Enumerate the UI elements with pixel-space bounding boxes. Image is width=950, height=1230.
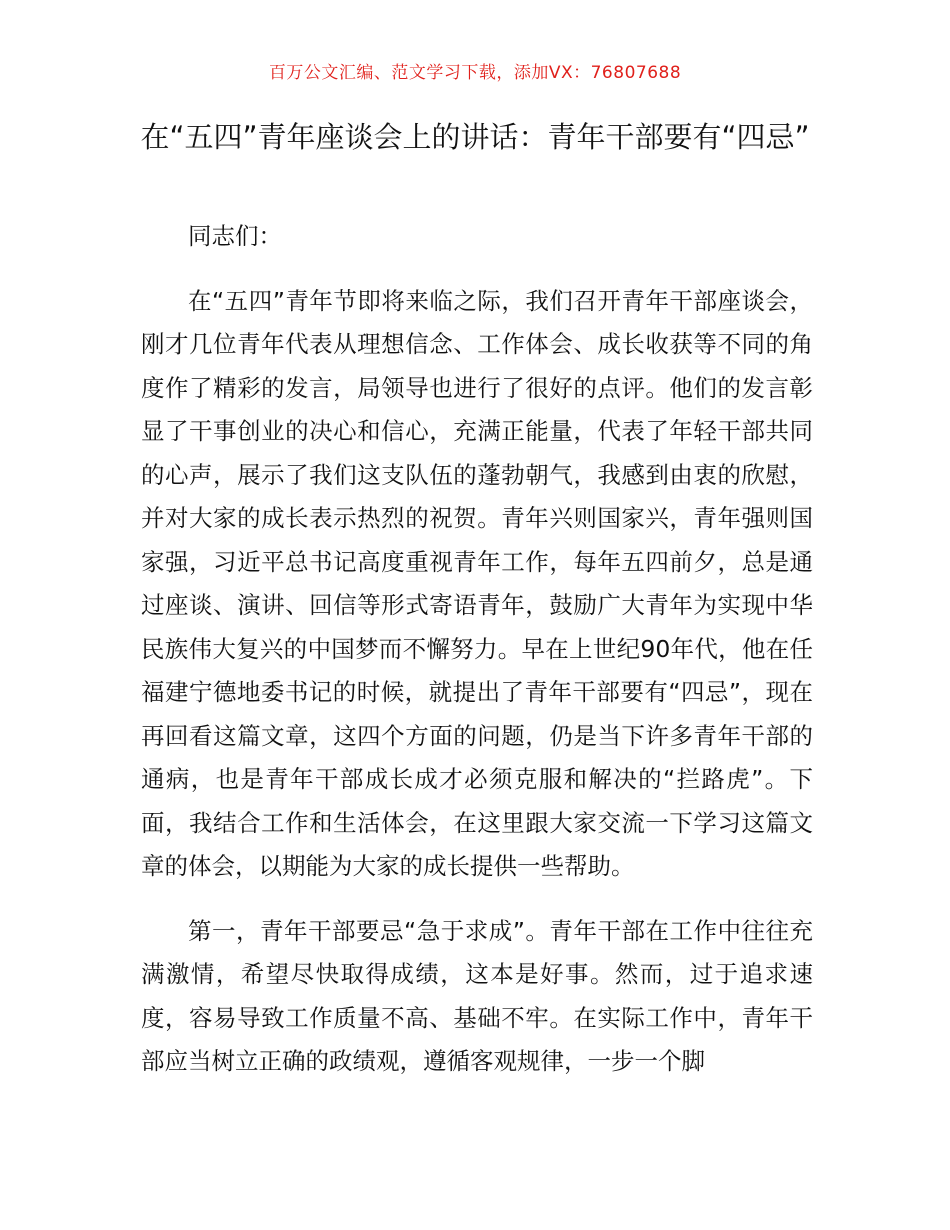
paragraph-first-point: 第一，青年干部要忌“急于求成”。青年干部在工作中往往充满激情，希望尽快取得成绩，这本是好事。然而，过于追求速度，容易导致工作质量不高、基础不牢。在实际工作中，青年干部应当树立正确的政绩观，遵循客观规律，一步一个脚 [141,916,813,1075]
header-promo-note: 百万公文汇编、范文学习下载，添加VX：76807688 [268,63,682,83]
salutation: 同志们： [188,222,282,250]
document-body [141,215,813,1105]
paragraph-intro: 在“五四”青年节即将来临之际，我们召开青年干部座谈会，刚才几位青年代表从理想信念、工作体会、成长收获等不同的角度作了精彩的发言，局领导也进行了很好的点评。他们的发言彰显了干事创业的决心和信心，充满正能量，代表了年轻干部共同的心声，展示了我们这支队伍的蓬勃朝气，我感到由衷的欣慰，并对大家的成长表示热烈的祝贺。青年兴则国家兴，青年强则国家强，习近平总书记高度重视青年工作，每年五四前夕，总是通过座谈、演讲、回信等形式寄语青年，鼓励广大青年为实现中华民族伟大复兴的中国梦而不懈努力。早在上世纪90年代，他在任福建宁德地委书记的时候，就提出了青年干部要有“四忌”，现在再回看这篇文章，这四个方面的问题，仍是当下许多青年干部的通病，也是青年干部成长成才必须克服和解决的“拦路虎”。下面，我结合工作和生活体会，在这里跟大家交流一下学习这篇文章的体会，以期能为大家的成长提供一些帮助。 [141,286,813,880]
document-title: 在“五四”青年座谈会上的讲话：青年干部要有“四忌” [140,120,810,154]
